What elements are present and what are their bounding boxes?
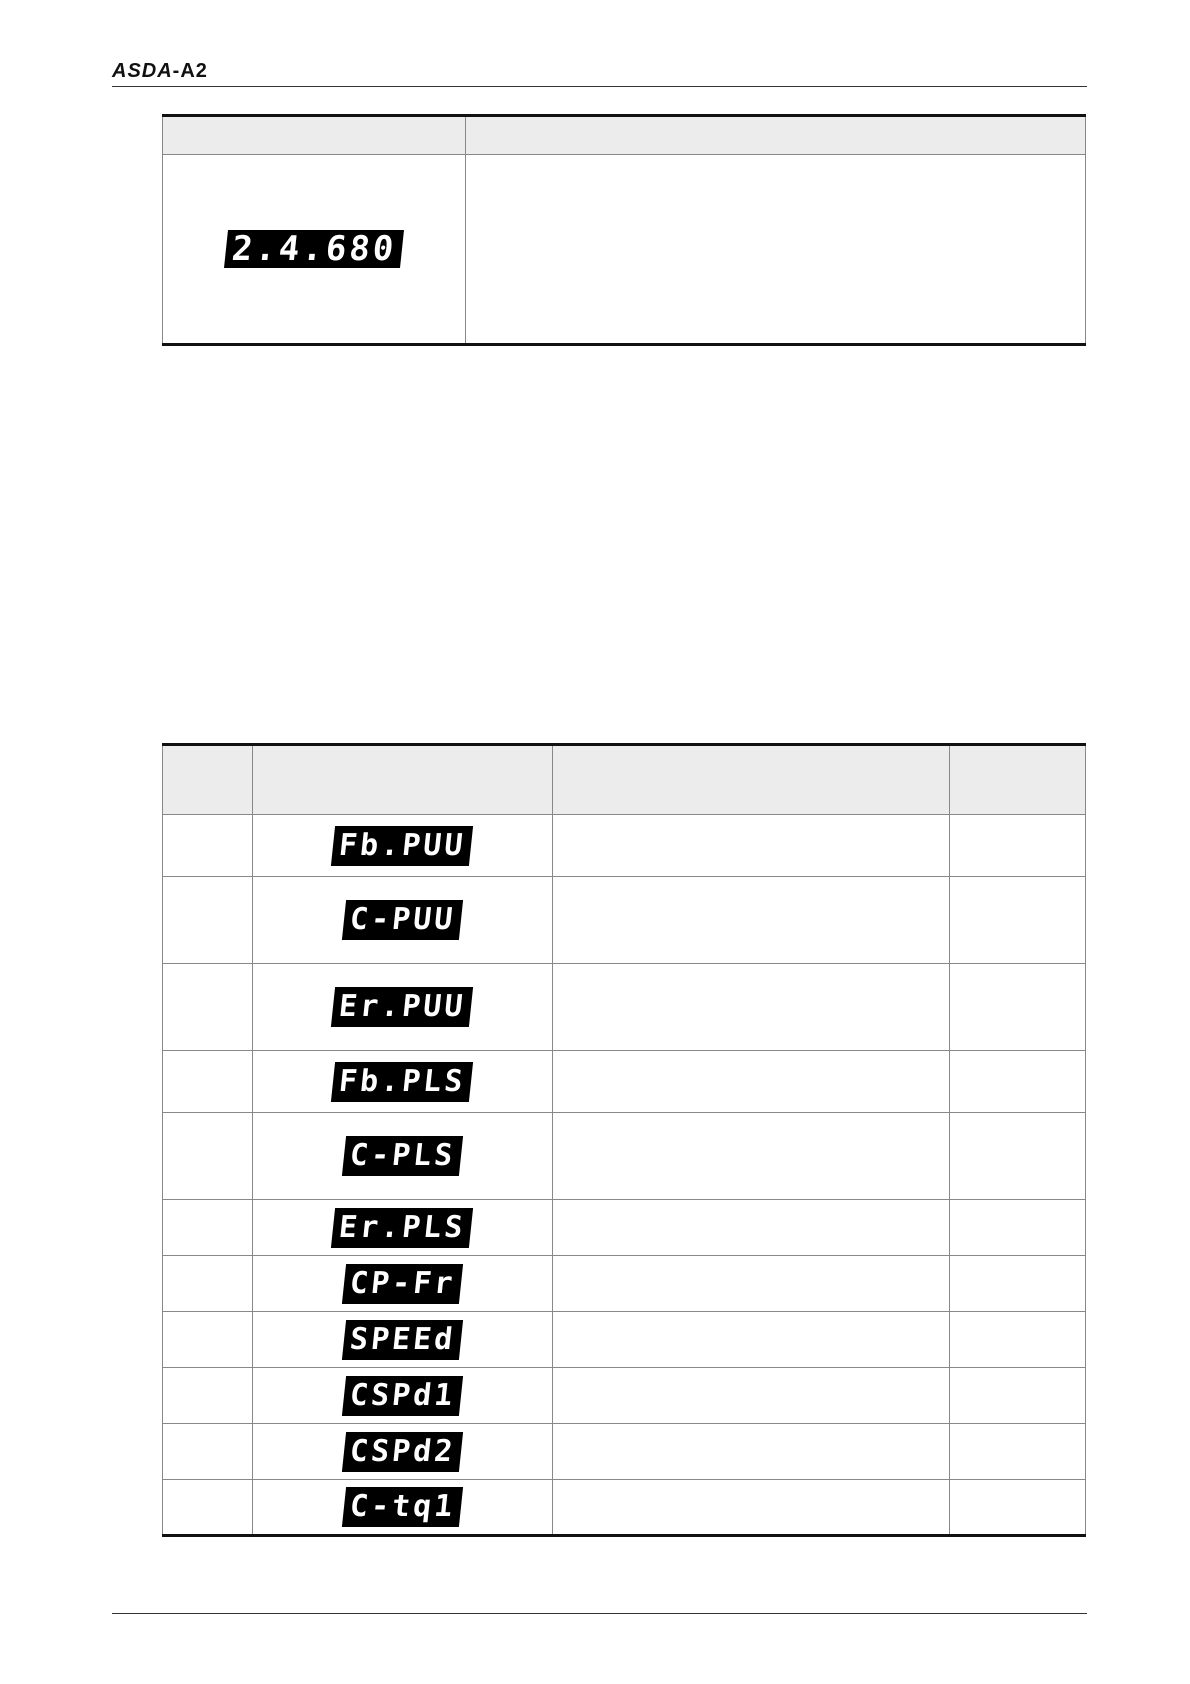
table-cell — [950, 1424, 1086, 1480]
table2-header-cell — [253, 745, 553, 815]
table-cell — [553, 1424, 950, 1480]
table-cell-display — [253, 1256, 553, 1312]
table-cell-display — [253, 877, 553, 964]
table1-display-cell — [163, 155, 466, 345]
table-cell-display — [253, 1312, 553, 1368]
table-row — [163, 1256, 1086, 1312]
seven-segment-display: C-PUU — [342, 900, 464, 940]
table-row — [163, 964, 1086, 1051]
seven-segment-display: CP-Fr — [342, 1264, 464, 1304]
table-cell — [553, 1480, 950, 1536]
table-row — [163, 815, 1086, 877]
table-cell — [950, 815, 1086, 877]
table-cell — [553, 1256, 950, 1312]
table-cell — [553, 1200, 950, 1256]
table-row — [163, 1200, 1086, 1256]
table1-row — [163, 155, 1086, 345]
table-cell — [553, 815, 950, 877]
logo-main: ASDA — [112, 60, 173, 82]
logo-suffix: -A2 — [172, 60, 208, 82]
table-cell-display — [253, 1424, 553, 1480]
seven-segment-display: Fb.PLS — [331, 1062, 474, 1102]
table-cell-display — [253, 1368, 553, 1424]
table2-header-row — [163, 745, 1086, 815]
table-row — [163, 877, 1086, 964]
table-cell — [553, 964, 950, 1051]
seven-segment-display: SPEEd — [342, 1320, 464, 1360]
table-cell — [950, 1200, 1086, 1256]
seven-segment-display: CSPd1 — [342, 1376, 464, 1416]
table-cell — [163, 1051, 253, 1113]
table-cell — [950, 877, 1086, 964]
table-cell — [163, 964, 253, 1051]
table-cell — [950, 964, 1086, 1051]
table-cell-display — [253, 964, 553, 1051]
table-cell — [553, 877, 950, 964]
table-cell — [163, 1424, 253, 1480]
table1-header-cell — [466, 116, 1086, 155]
seven-segment-display: C-PLS — [342, 1136, 464, 1176]
brand-logo — [112, 60, 208, 83]
table-cell — [950, 1051, 1086, 1113]
table-cell-display — [253, 1051, 553, 1113]
table-row — [163, 1368, 1086, 1424]
table-cell — [163, 877, 253, 964]
table-cell — [553, 1368, 950, 1424]
seven-segment-display: CSPd2 — [342, 1432, 464, 1472]
table-cell — [553, 1312, 950, 1368]
table-row — [163, 1480, 1086, 1536]
display-example-table — [162, 114, 1086, 346]
seven-segment-display: C-tq1 — [342, 1487, 464, 1527]
table-cell — [163, 815, 253, 877]
header-divider — [112, 86, 1087, 87]
table-cell — [553, 1113, 950, 1200]
table-row — [163, 1312, 1086, 1368]
table-cell-display — [253, 815, 553, 877]
table-cell-display — [253, 1113, 553, 1200]
seven-segment-display: Er.PLS — [331, 1208, 474, 1248]
table-cell — [950, 1256, 1086, 1312]
table-cell — [950, 1312, 1086, 1368]
table2-header-cell — [950, 745, 1086, 815]
table-cell — [163, 1113, 253, 1200]
table-row — [163, 1424, 1086, 1480]
table2-header-cell — [553, 745, 950, 815]
table-cell — [163, 1200, 253, 1256]
table-row — [163, 1113, 1086, 1200]
table-cell — [950, 1113, 1086, 1200]
table-cell — [950, 1368, 1086, 1424]
table-cell — [163, 1368, 253, 1424]
table-cell — [950, 1480, 1086, 1536]
table-cell — [163, 1312, 253, 1368]
table-cell — [163, 1256, 253, 1312]
table-cell — [553, 1051, 950, 1113]
table1-description-cell — [466, 155, 1086, 345]
seven-segment-display: Er.PUU — [331, 987, 474, 1027]
seven-segment-display: Fb.PUU — [331, 826, 474, 866]
monitor-display-table — [162, 743, 1086, 1537]
table-cell — [163, 1480, 253, 1536]
table2-header-cell — [163, 745, 253, 815]
table-cell-display — [253, 1200, 553, 1256]
seven-segment-display: 2.4.680 — [224, 230, 404, 268]
table1-header-row — [163, 116, 1086, 155]
footer-divider — [112, 1613, 1087, 1614]
table-row — [163, 1051, 1086, 1113]
table1-header-cell — [163, 116, 466, 155]
table-cell-display — [253, 1480, 553, 1536]
